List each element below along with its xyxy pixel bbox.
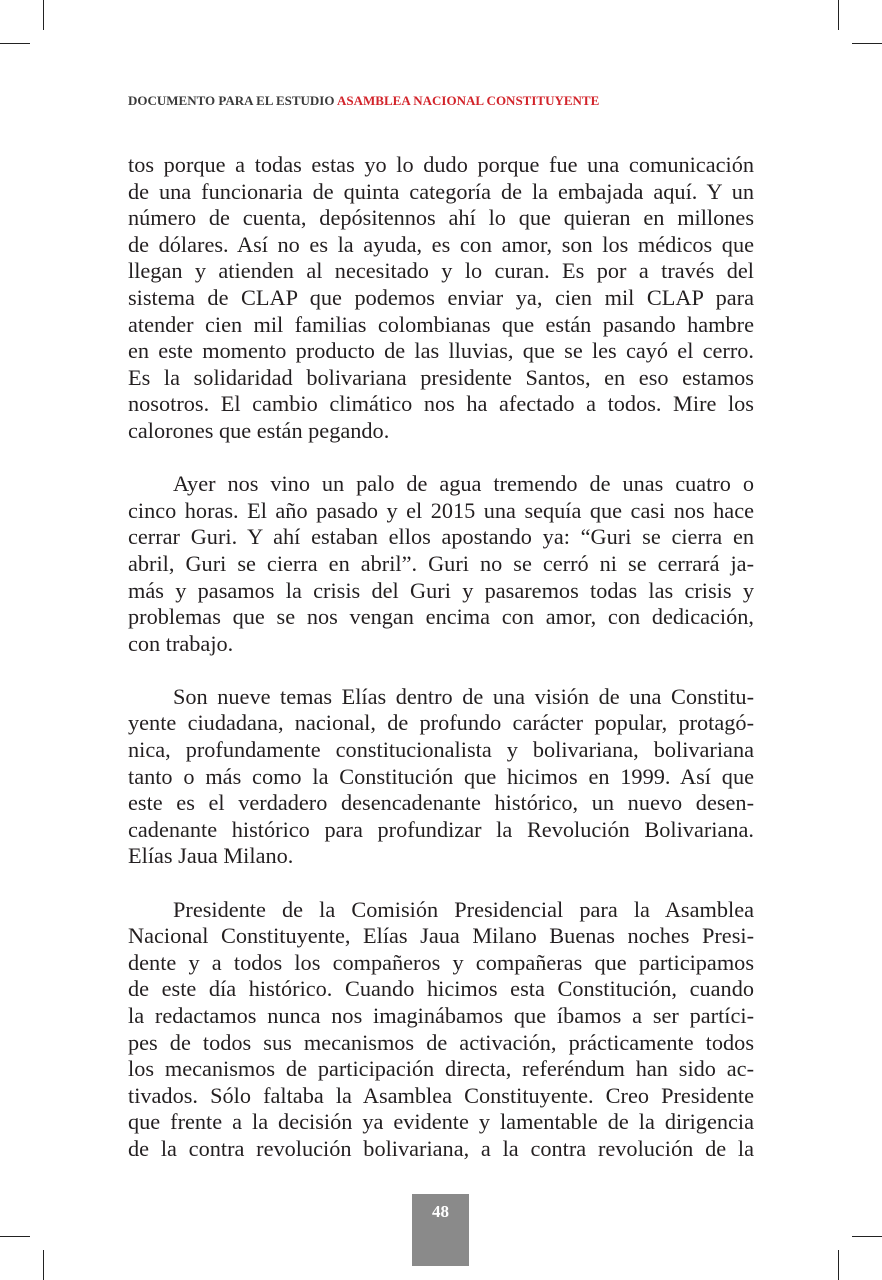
text-line: cerrar Guri. Y ahí estaban ellos apostando ya: “Guri se cierra en [128, 524, 754, 550]
crop-mark [43, 1250, 44, 1280]
text-line: tanto o más como la Constitución que hicimos en 1999. Así que [128, 763, 754, 789]
crop-mark [0, 43, 30, 44]
text-line: Ayer nos vino un palo de agua tremendo de unas cuatro o [173, 471, 754, 497]
text-line: tos porque a todas estas yo lo dudo porque fue una comunicación [128, 152, 754, 177]
header-prefix: DOCUMENTO PARA EL ESTUDIO [128, 93, 335, 108]
body-text [128, 152, 754, 1189]
crop-mark [838, 0, 839, 30]
text-line: que frente a la decisión ya evidente y lamentable de la dirigencia [128, 1109, 754, 1135]
text-line: tivados. Sólo faltaba la Asamblea Constituyente. Creo Presidente [128, 1082, 754, 1108]
text-line: de la contra revolución bolivariana, a la contra revolución de la [128, 1135, 754, 1161]
crop-mark [43, 0, 44, 30]
paragraph [128, 152, 754, 445]
text-line: Nacional Constituyente, Elías Jaua Milano Buenas noches Presi- [128, 923, 754, 949]
text-line: los mecanismos de participación directa, referéndum han sido ac- [128, 1056, 754, 1082]
text-line: nosotros. El cambio climático nos ha afectado a todos. Mire los [128, 391, 754, 417]
text-line: abril, Guri se cierra en abril”. Guri no se cerró ni se cerrará ja- [128, 550, 754, 576]
text-line: número de cuenta, depósitennos ahí lo que quieran en millones [128, 205, 754, 231]
paragraph [128, 684, 754, 870]
text-line: Presidente de la Comisión Presidencial para la Asamblea [173, 896, 754, 922]
paragraph [128, 471, 754, 657]
text-line: con trabajo. [128, 630, 234, 656]
crop-mark [838, 1250, 839, 1280]
text-line: atender cien mil familias colombianas que están pasando hambre [128, 311, 754, 337]
running-header [128, 93, 599, 109]
text-line: problemas que se nos vengan encima con amor, con dedicación, [128, 604, 754, 630]
page-number: 48 [412, 1194, 469, 1266]
text-line: más y pasamos la crisis del Guri y pasaremos todas las crisis y [128, 577, 754, 603]
text-line: de una funcionaria de quinta categoría de la embajada aquí. Y un [128, 178, 754, 204]
text-line: Elías Jaua Milano. [128, 843, 294, 869]
crop-mark [0, 1236, 30, 1237]
text-line: Son nueve temas Elías dentro de una visión de una Constitu- [173, 683, 754, 709]
text-line: yente ciudadana, nacional, de profundo carácter popular, protagó- [128, 710, 754, 736]
text-line: de dólares. Así no es la ayuda, es con amor, son los médicos que [128, 231, 754, 257]
text-line: calorones que están pegando. [128, 417, 390, 443]
crop-mark [852, 1236, 882, 1237]
text-line: nica, profundamente constitucionalista y bolivariana, bolivariana [128, 737, 754, 763]
crop-mark [852, 43, 882, 44]
text-line: este es el verdadero desencadenante histórico, un nuevo desen- [128, 790, 754, 816]
text-line: llegan y atienden al necesitado y lo curan. Es por a través del [128, 258, 754, 284]
text-line: de este día histórico. Cuando hicimos esta Constitución, cuando [128, 976, 754, 1002]
text-line: cinco horas. El año pasado y el 2015 una sequía que casi nos hace [128, 497, 754, 523]
text-line: cadenante histórico para profundizar la Revolución Bolivariana. [128, 816, 754, 842]
text-line: sistema de CLAP que podemos enviar ya, cien mil CLAP para [128, 284, 754, 310]
paragraph [128, 897, 754, 1163]
header-title: ASAMBLEA NACIONAL CONSTITUYENTE [337, 93, 600, 108]
text-line: en este momento producto de las lluvias, que se les cayó el cerro. [128, 338, 754, 364]
text-line: la redactamos nunca nos imaginábamos que íbamos a ser partíci- [128, 1003, 754, 1028]
text-line: dente y a todos los compañeros y compañeras que participamos [128, 949, 754, 975]
text-line: Es la solidaridad bolivariana presidente Santos, en eso estamos [128, 364, 754, 390]
text-line: pes de todos sus mecanismos de activación, prácticamente todos [128, 1029, 754, 1055]
